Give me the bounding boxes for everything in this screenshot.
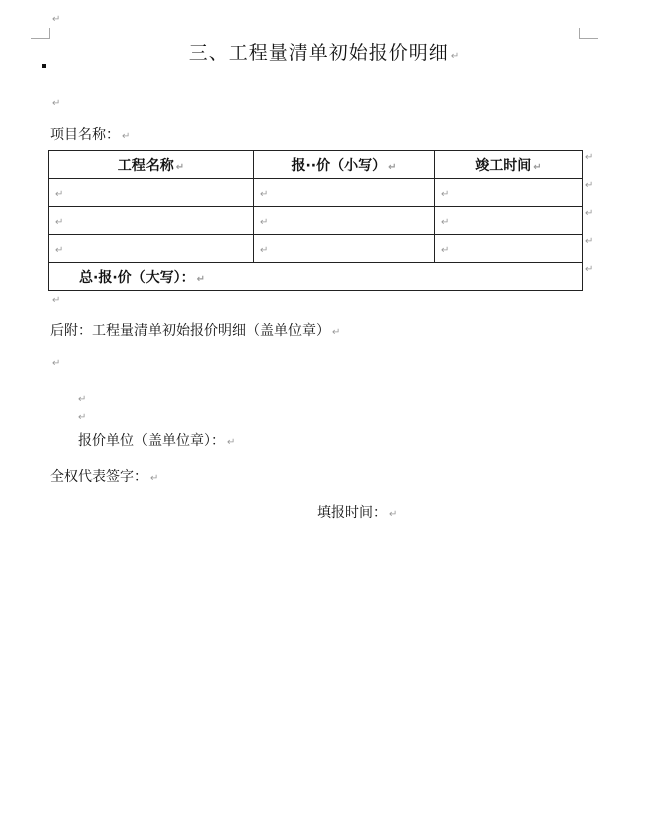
paragraph-mark: ↵ (332, 327, 341, 338)
table-header-row (49, 151, 583, 179)
table-cell[interactable]: ↵ (49, 207, 254, 235)
table-cell[interactable]: ↵ (254, 235, 435, 263)
header-cell-completion: 竣工时间 ↵ (435, 151, 583, 179)
table-cell[interactable]: ↵ (49, 235, 254, 263)
table-row (49, 179, 583, 207)
paragraph-mark: ↵ (389, 509, 398, 520)
paragraph-mark: ↵ (450, 51, 461, 62)
row-end-mark: ↵ (585, 236, 594, 247)
table-cell[interactable]: ↵ (435, 235, 583, 263)
total-label: 总·报·价（大写）： (79, 269, 195, 286)
bidder-unit-line (78, 430, 235, 450)
table-row (49, 207, 583, 235)
row-end-mark: ↵ (585, 264, 594, 275)
total-row (49, 263, 583, 291)
paragraph-mark: ↵ (52, 295, 61, 306)
total-cell[interactable]: 总·报·价（大写）： ↵ (49, 263, 583, 291)
paragraph-mark: ↵ (150, 473, 159, 484)
table-cell[interactable]: ↵ (254, 179, 435, 207)
table-cell[interactable]: ↵ (254, 207, 435, 235)
row-end-mark: ↵ (585, 152, 594, 163)
paragraph-mark: ↵ (78, 394, 87, 405)
attachment-line (50, 320, 340, 340)
paragraph-mark: ↵ (122, 131, 131, 142)
table-row (49, 235, 583, 263)
paragraph-mark: ↵ (52, 14, 61, 25)
document-title (0, 38, 649, 65)
row-end-mark: ↵ (585, 208, 594, 219)
quote-table (48, 150, 583, 291)
paragraph-mark: ↵ (227, 437, 236, 448)
table-cell[interactable]: ↵ (435, 207, 583, 235)
fill-date-label: 填报时间： (317, 505, 387, 521)
header-cell-project: 工程名称 ↵ (49, 151, 254, 179)
row-end-mark: ↵ (585, 180, 594, 191)
project-name-line (50, 124, 130, 144)
signatory-label: 全权代表签字： (50, 469, 148, 485)
bidder-unit-label: 报价单位（盖单位章）： (78, 433, 225, 449)
title-text: 三、工程量清单初始报价明细 (188, 42, 449, 64)
table-cell[interactable]: ↵ (435, 179, 583, 207)
fill-date-line (317, 502, 397, 522)
table-cell[interactable]: ↵ (49, 179, 254, 207)
attachment-text: 后附：工程量清单初始报价明细（盖单位章） (50, 323, 330, 339)
paragraph-mark: ↵ (52, 98, 61, 109)
paragraph-mark: ↵ (78, 412, 87, 423)
paragraph-mark: ↵ (52, 358, 61, 369)
signatory-line (50, 466, 158, 486)
header-cell-price: 报··价（小写） ↵ (254, 151, 435, 179)
project-name-label: 项目名称： (50, 127, 120, 143)
